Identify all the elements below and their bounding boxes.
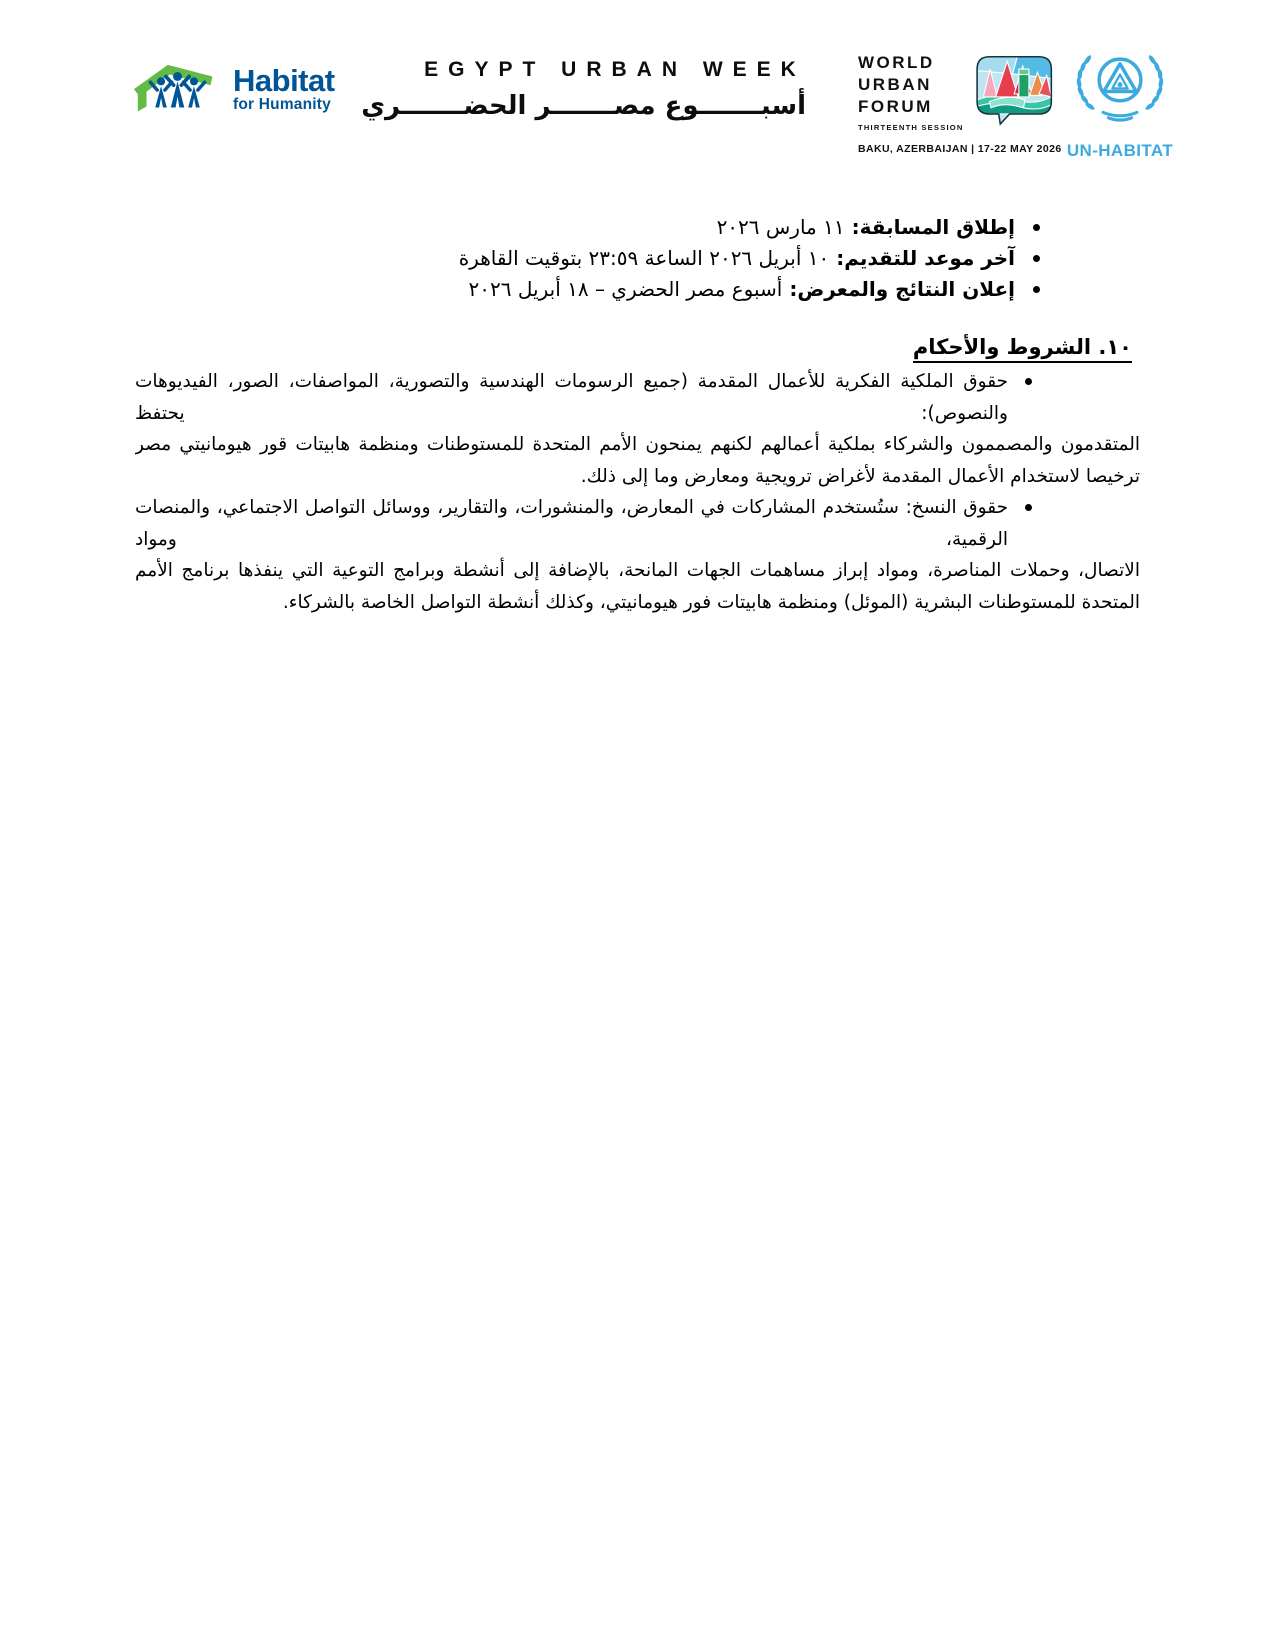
- list-item: [135, 366, 1140, 492]
- list-item: [135, 274, 1040, 305]
- wuf-venue-date: BAKU, AZERBAIJAN | 17-22 MAY 2026: [858, 143, 1062, 155]
- wuf-word-forum: FORUM: [858, 97, 933, 116]
- wuf-word-world: WORLD: [858, 53, 935, 72]
- key-dates-list: [135, 212, 1140, 305]
- bullet-icon: [1025, 504, 1032, 511]
- bullet-icon: [1033, 286, 1040, 293]
- paragraph-line: ترخيصا لاستخدام الأعمال المقدمة لأغراض ترويجية ومعارض وما إلى ذلك.: [580, 465, 1140, 487]
- paragraph-line: حقوق النسخ: ستُستخدم المشاركات في المعارض، والمنشورات، والتقارير، ووسائل التواصل الاجتماعي، والمنصات الرقمية، ومواد: [135, 497, 1008, 550]
- wuf-word-urban: URBAN: [858, 75, 932, 94]
- terms-bullet-list: [135, 366, 1140, 618]
- egypt-urban-week-title-ar: أسبـــــــوع مصـــــــر الحضـــــــري: [361, 91, 806, 121]
- section-heading-text: ١٠. الشروط والأحكام: [913, 335, 1132, 363]
- date-label: آخر موعد للتقديم:: [836, 246, 1015, 270]
- date-label: إطلاق المسابقة:: [851, 215, 1015, 239]
- egypt-urban-week-title-en: EGYPT URBAN WEEK: [424, 58, 806, 81]
- date-value: ١٠ أبريل ٢٠٢٦ الساعة ٢٣:٥٩ بتوقيت القاهرة: [458, 246, 830, 270]
- bullet-icon: [1033, 224, 1040, 231]
- date-label: إعلان النتائج والمعرض:: [789, 277, 1015, 301]
- list-item: [135, 492, 1140, 618]
- habitat-name: Habitat: [233, 63, 335, 98]
- habitat-tagline: for Humanity: [233, 96, 331, 113]
- bullet-icon: [1025, 378, 1032, 385]
- un-habitat-label: UN-HABITAT: [1066, 141, 1174, 160]
- paragraph-line: حقوق الملكية الفكرية للأعمال المقدمة (جميع الرسومات الهندسية والتصورية، المواصفات، الصور، الفيديوهات والنصوص): يحتفظ: [135, 371, 1008, 424]
- paragraph-line: الاتصال، وحملات المناصرة، ومواد إبراز مساهمات الجهات المانحة، بالإضافة إلى أنشطة وبرامج التوعية التي ينفذها برنامج الأمم: [135, 560, 1140, 581]
- date-value: أسبوع مصر الحضري – ١٨ أبريل ٢٠٢٦: [468, 277, 783, 301]
- list-item: [135, 243, 1040, 274]
- bullet-icon: [1033, 255, 1040, 262]
- list-item: [135, 212, 1040, 243]
- date-value: ١١ مارس ٢٠٢٦: [716, 215, 845, 239]
- paragraph-line: المتقدمون والمصممون والشركاء بملكية أعمالهم لكنهم يمنحون الأمم المتحدة للمستوطنات ومنظمة هابيتات قور هيومانيتي مصر: [135, 434, 1140, 455]
- section-heading-terms: [135, 332, 1132, 362]
- wuf-session-label: THIRTEENTH SESSION: [858, 123, 964, 132]
- paragraph-line: المتحدة للمستوطنات البشرية (الموئل) ومنظمة هابيتات فور هيومانيتي، وكذلك أنشطة التواصل الخاصة بالشركاء.: [282, 591, 1140, 613]
